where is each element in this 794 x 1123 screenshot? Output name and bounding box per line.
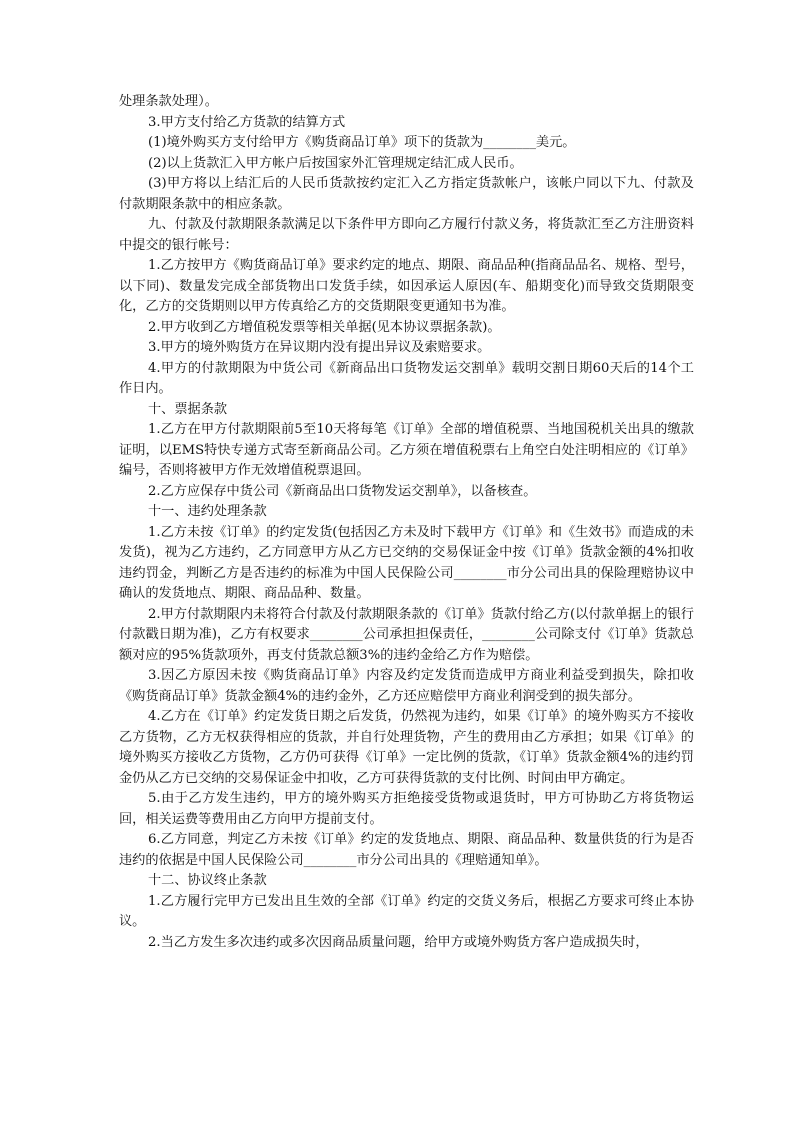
paragraph-8: 2.甲方收到乙方增值税发票等相关单据(见本协议票据条款)。 <box>148 319 501 335</box>
section-heading-11: 十一、违约处理条款 <box>148 504 267 519</box>
paragraph-9: 3.甲方的境外购货方在异议期内没有提出异议及索赔要求。 <box>148 340 491 355</box>
paragraph-17: 3.因乙方原因未按《购货商品订单》内容及约定发货而造成甲方商业利益受到损失，除扣收《购货商品订单》货款金额4%的违约金外，乙方还应赔偿甲方商业利润受到的损失部分。 <box>119 668 694 704</box>
paragraph-4: (2)以上货款汇入甲方帐户后按国家外汇管理规定结汇成人民币。 <box>148 155 523 171</box>
section-heading-12: 十二、协议终止条款 <box>148 873 267 888</box>
paragraph-7: 1.乙方按甲方《购货商品订单》要求约定的地点、期限、商品品种(指商品品名、规格、型号，以下同)、数量发完成全部货物出口发货手续，如因承运人原因(车、船期变化)而导致交货期限变化，乙方的交货期则以甲方传真给乙方的交货期限变更通知书为准。 <box>119 258 694 314</box>
paragraph-3: (1)境外购买方支付给甲方《购货商品订单》项下的货款为________美元。 <box>148 135 576 150</box>
paragraph-5: (3)甲方将以上结汇后的人民币货款按约定汇入乙方指定货款帐户，该帐户同以下九、付款及付款期限条款中的相应条款。 <box>119 176 694 212</box>
paragraph-19: 5.由于乙方发生违约，甲方的境外购买方拒绝接受货物或退货时，甲方可协助乙方将货物运回，相关运费等费用由乙方向甲方提前支付。 <box>119 791 694 827</box>
paragraph-15: 1.乙方未按《订单》的约定发货(包括因乙方未及时下载甲方《订单》和《生效书》而造成的未发货)，视为乙方违约，乙方同意甲方从乙方已交纳的交易保证金中按《订单》货款金额的4%扣收违约罚金，判断乙方是否违约的标准为中国人民保险公司________市分公司出具的保险理赔协议中确认的发货地点、期限、商品品种、数量。 <box>119 524 694 601</box>
paragraph-16: 2.甲方付款期限内未将符合付款及付款期限条款的《订单》货款付给乙方(以付款单据上的银行付款戳日期为准)，乙方有权要求________公司承担担保责任，________公司除支付《订单》货款总额对应的95%货款项外，再支付货款总额3%的违约金给乙方作为赔偿。 <box>119 606 694 663</box>
paragraph-22: 1.乙方履行完甲方已发出且生效的全部《订单》约定的交货义务后，根据乙方要求可终止本协议。 <box>119 893 694 929</box>
section-heading-9: 九、付款及付款期限条款满足以下条件甲方即向乙方履行付款义务，将货款汇至乙方注册资料中提交的银行帐号： <box>119 217 694 253</box>
paragraph-20: 6.乙方同意，判定乙方未按《订单》约定的发货地点、期限、商品品种、数量供货的行为是否违约的依据是中国人民保险公司________市分公司出具的《理赔通知单》。 <box>119 832 694 868</box>
paragraph-18: 4.乙方在《订单》约定发货日期之后发货，仍然视为违约，如果《订单》的境外购买方不接收乙方货物，乙方无权获得相应的货款，并自行处理货物，产生的费用由乙方承担；如果《订单》的境外购买方接收乙方货物，乙方仍可获得《订单》一定比例的货款，《订单》货款金额4%的违约罚金仍从乙方已交纳的交易保证金中扣收，乙方可获得货款的支付比例、时间由甲方确定。 <box>119 709 694 786</box>
paragraph-1: 处理条款处理）。 <box>119 94 218 109</box>
paragraph-12: 1.乙方在甲方付款期限前5至10天将每笔《订单》全部的增值税票、当地国税机关出具的缴款证明，以EMS特快专递方式寄至新商品公司。乙方须在增值税票右上角空白处注明相应的《订单》编号，否则将被甲方作无效增值税票退回。 <box>119 422 694 478</box>
paragraph-10: 4.甲方的付款期限为中货公司《新商品出口货物发运交割单》载明交割日期60天后的14个工作日内。 <box>119 360 694 396</box>
section-heading-10: 十、票据条款 <box>148 401 228 417</box>
paragraph-2: 3.甲方支付给乙方货款的结算方式 <box>148 114 346 130</box>
paragraph-13: 2.乙方应保存中货公司《新商品出口货物发运交割单》，以备核查。 <box>148 483 537 499</box>
paragraph-23: 2.当乙方发生多次违约或多次因商品质量问题，给甲方或境外购货方客户造成损失时， <box>148 934 649 950</box>
